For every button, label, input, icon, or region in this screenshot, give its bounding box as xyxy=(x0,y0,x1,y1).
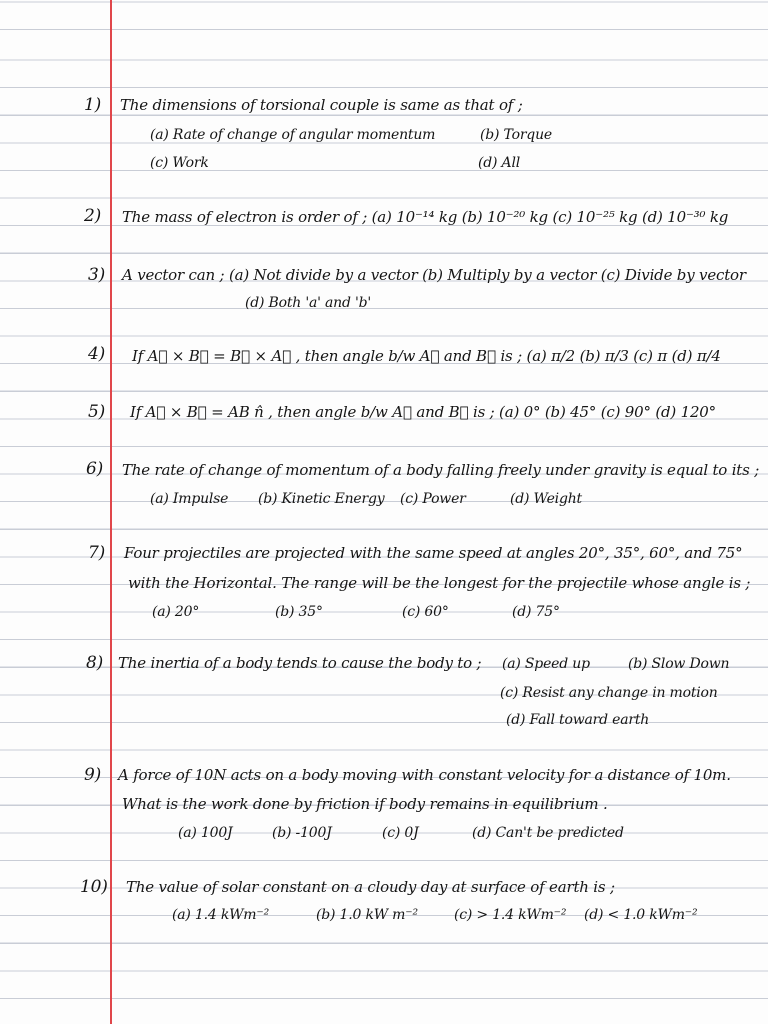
question-1-option-d: (d) All xyxy=(478,155,521,171)
question-7-option-c: (c) 60° xyxy=(402,604,449,620)
question-1-text: The dimensions of torsional couple is same as that of ; xyxy=(120,96,523,114)
question-8-option-c: (c) Resist any change in motion xyxy=(500,685,718,701)
question-10-text: The value of solar constant on a cloudy day at surface of earth is ; xyxy=(126,878,615,896)
question-5-number: 5) xyxy=(88,402,106,422)
question-1-option-a: (a) Rate of change of angular momentum xyxy=(150,127,436,143)
question-1-option-b: (b) Torque xyxy=(480,127,552,143)
question-6-text: The rate of change of momentum of a body falling freely under gravity is equal to its ; xyxy=(122,461,760,479)
question-9-text-line-1: A force of 10N acts on a body moving with constant velocity for a distance of 10m. xyxy=(118,766,731,784)
question-10-option-d: (d) < 1.0 kWm⁻² xyxy=(584,907,698,923)
question-9-text-line-2: What is the work done by friction if body remains in equilibrium . xyxy=(122,795,608,813)
question-1-number: 1) xyxy=(84,95,102,115)
question-6-option-a: (a) Impulse xyxy=(150,491,229,507)
question-7-number: 7) xyxy=(88,543,106,563)
margin-line xyxy=(110,0,112,1024)
question-5-text: If A⃗ × B⃗ = AB n̂ , then angle b/w A⃗ and B⃗ is ; (a) 0° (b) 45° (c) 90° (d) 120° xyxy=(130,403,716,421)
question-9-option-b: (b) -100J xyxy=(272,825,332,841)
question-4-text: If A⃗ × B⃗ = B⃗ × A⃗ , then angle b/w A⃗ and B⃗ is ; (a) π/2 (b) π/3 (c) π (d) π/4 xyxy=(132,347,721,365)
question-8-option-a: (a) Speed up xyxy=(502,656,590,672)
question-2-number: 2) xyxy=(84,206,102,226)
question-9-option-c: (c) 0J xyxy=(382,825,419,841)
question-9-option-a: (a) 100J xyxy=(178,825,233,841)
question-6-option-b: (b) Kinetic Energy xyxy=(258,491,385,507)
question-3-number: 3) xyxy=(88,265,106,285)
question-8-text: The inertia of a body tends to cause the body to ; xyxy=(118,654,482,672)
question-2-text: The mass of electron is order of ; (a) 10⁻¹⁴ kg (b) 10⁻²⁰ kg (c) 10⁻²⁵ kg (d) 10⁻³⁰ kg xyxy=(122,208,729,226)
question-10-option-c: (c) > 1.4 kWm⁻² xyxy=(454,907,567,923)
question-8-option-d: (d) Fall toward earth xyxy=(506,712,650,728)
question-9-option-d: (d) Can't be predicted xyxy=(472,825,624,841)
question-8-number: 8) xyxy=(86,653,104,673)
question-7-option-d: (d) 75° xyxy=(512,604,560,620)
question-6-option-d: (d) Weight xyxy=(510,491,582,507)
question-7-option-b: (b) 35° xyxy=(275,604,323,620)
question-6-number: 6) xyxy=(86,459,104,479)
question-10-option-b: (b) 1.0 kW m⁻² xyxy=(316,907,418,923)
question-10-number: 10) xyxy=(80,877,108,897)
question-3-option-d: (d) Both 'a' and 'b' xyxy=(245,295,372,311)
question-10-option-a: (a) 1.4 kWm⁻² xyxy=(172,907,269,923)
question-8-option-b: (b) Slow Down xyxy=(628,656,730,672)
question-7-text-line-1: Four projectiles are projected with the same speed at angles 20°, 35°, 60°, and 75° xyxy=(124,544,743,562)
question-9-number: 9) xyxy=(84,765,102,785)
question-3-text: A vector can ; (a) Not divide by a vector (b) Multiply by a vector (c) Divide by vector xyxy=(122,266,746,284)
question-7-text-line-2: with the Horizontal. The range will be the longest for the projectile whose angle is ; xyxy=(128,574,751,592)
question-1-option-c: (c) Work xyxy=(150,155,209,171)
question-6-option-c: (c) Power xyxy=(400,491,466,507)
question-4-number: 4) xyxy=(88,344,106,364)
question-7-option-a: (a) 20° xyxy=(152,604,200,620)
